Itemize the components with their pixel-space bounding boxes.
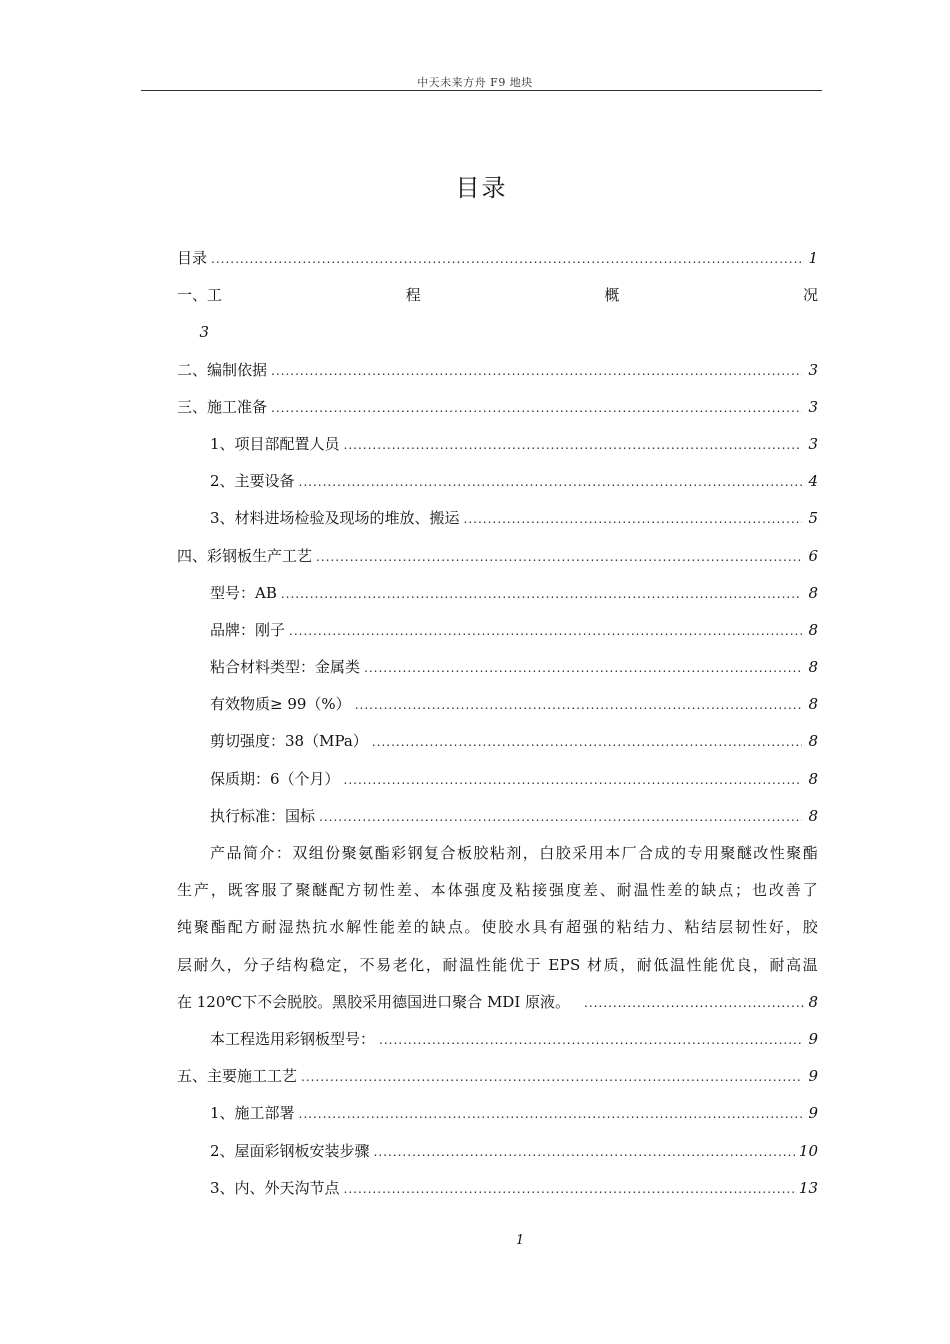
toc-entry-page: 8 [808,732,818,751]
toc-entry[interactable] [177,575,818,612]
toc-entry-label: 保质期：6（个月） [210,769,340,788]
page-number: 1 [515,1233,525,1248]
toc-entry-label: 有效物质≥ 99（%） [210,695,351,714]
dot-leader [344,427,802,464]
toc-entry-page: 4 [808,472,818,491]
dot-leader [372,724,802,761]
dot-leader [299,1096,802,1133]
paragraph-last-line [177,984,818,1021]
toc-entry[interactable] [177,500,818,537]
toc-entry-page: 8 [808,992,818,1011]
toc-entry-page: 5 [808,509,818,528]
paragraph-line: 生产，既客服了聚醚配方韧性差、本体强度及粘接强度差、耐温性差的缺点；也改善了 [177,881,818,900]
header-rule [141,90,822,91]
dot-leader [344,1171,795,1208]
toc-entry-paragraph[interactable] [177,835,818,1021]
toc-entry-label: 二、编制依据 [177,360,268,379]
toc-entry-page: 6 [808,546,818,565]
toc-entry-label: 程 [405,286,421,305]
dot-leader [319,799,802,836]
dot-leader [464,501,802,538]
paragraph-line: 层耐久，分子结构稳定，不易老化，耐温性能优于 EPS 材质，耐低温性能优良，耐高温 [177,955,818,974]
toc-entry-page: 8 [808,583,818,602]
page-title: 目录 [455,174,508,202]
toc-entry-label: 1、项目部配置人员 [210,434,340,453]
toc-entry-page: 8 [808,658,818,677]
toc-entry-page: 10 [798,1141,818,1160]
toc-entry-page: 8 [808,806,818,825]
toc-entry-label: 剪切强度：38（MPa） [210,732,368,751]
dot-leader [271,353,802,390]
toc-entry-label: 型号：AB [210,583,277,602]
toc-entry-page: 8 [808,769,818,788]
dot-leader [584,985,804,1022]
dot-leader [344,762,802,799]
toc-entry[interactable] [177,1058,818,1095]
dot-leader [299,464,802,501]
dot-leader [374,1134,795,1171]
toc-entry-label: 2、屋面彩钢板安装步骤 [210,1141,370,1160]
toc-entry-page-line[interactable] [177,314,818,351]
toc-entry-page: 8 [808,695,818,714]
dot-leader [289,613,802,650]
dot-leader [316,539,802,576]
dot-leader [281,576,802,613]
toc-entry[interactable] [177,686,818,723]
dot-leader [364,650,802,687]
toc-entry-label: 概 [604,286,620,305]
toc-entry-label: 3、内、外天沟节点 [210,1178,340,1197]
toc-entry[interactable] [177,1170,818,1207]
toc-entry-label: 本工程选用彩钢板型号： [210,1030,376,1048]
toc-entry-label: 目录 [177,249,208,267]
dot-leader [379,1022,802,1059]
toc-entry[interactable] [177,1095,818,1132]
toc-entry-label: 品牌：刚子 [210,620,286,639]
paragraph-line: 在 120℃下不会脱胶。黑胶采用德国进口聚合 MDI 原液。 [177,992,571,1011]
toc-entry[interactable] [177,389,818,426]
toc-entry[interactable] [177,1133,818,1170]
toc-entry-label: 三、施工准备 [177,397,268,416]
paragraph-line: 纯聚酯配方耐湿热抗水解性能差的缺点。使胶水具有超强的粘结力、粘结层韧性好，胶 [177,918,818,937]
toc-entry-page: 3 [808,360,818,379]
paragraph-line: 产品简介：双组份聚氨酯彩钢复合板胶粘剂，白胶采用本厂合成的专用聚醚改性聚酯 [210,844,818,862]
toc-entry[interactable] [177,277,818,314]
toc-entry-label: 粘合材料类型：金属类 [210,658,361,677]
dot-leader [355,687,802,724]
toc-entry-page: 13 [798,1178,818,1197]
toc-entry[interactable] [177,723,818,760]
table-of-contents [177,240,818,1207]
toc-entry[interactable] [177,463,818,500]
toc-entry[interactable] [177,538,818,575]
toc-entry-label: 四、彩钢板生产工艺 [177,546,313,565]
toc-entry-page: 3 [808,397,818,416]
running-header: 中天未来方舟 F9 地块 [417,76,533,89]
toc-entry-label: 2、主要设备 [210,472,295,491]
toc-entry[interactable] [177,798,818,835]
dot-leader [271,390,802,427]
toc-entry[interactable] [177,1021,818,1058]
toc-entry-page: 3 [199,323,209,342]
toc-entry-page: 9 [808,1104,818,1123]
dot-leader [301,1059,802,1096]
toc-entry[interactable] [177,240,818,277]
toc-entry-page: 9 [808,1067,818,1086]
toc-entry[interactable] [177,352,818,389]
dot-leader [211,241,802,278]
toc-entry[interactable] [177,426,818,463]
toc-entry-page: 8 [808,620,818,639]
toc-entry-page: 9 [808,1030,818,1048]
toc-entry[interactable] [177,612,818,649]
toc-entry-label: 五、主要施工工艺 [177,1067,298,1086]
toc-entry-label: 况 [802,286,818,305]
toc-entry[interactable] [177,761,818,798]
toc-entry[interactable] [177,649,818,686]
toc-entry-label: 1、施工部署 [210,1104,295,1123]
toc-entry-label: 一、工 [177,286,223,305]
toc-entry-label: 执行标准：国标 [210,806,316,825]
toc-entry-page: 3 [808,434,818,453]
toc-entry-label: 3、材料进场检验及现场的堆放、搬运 [210,509,460,528]
toc-entry-page: 1 [808,249,818,267]
